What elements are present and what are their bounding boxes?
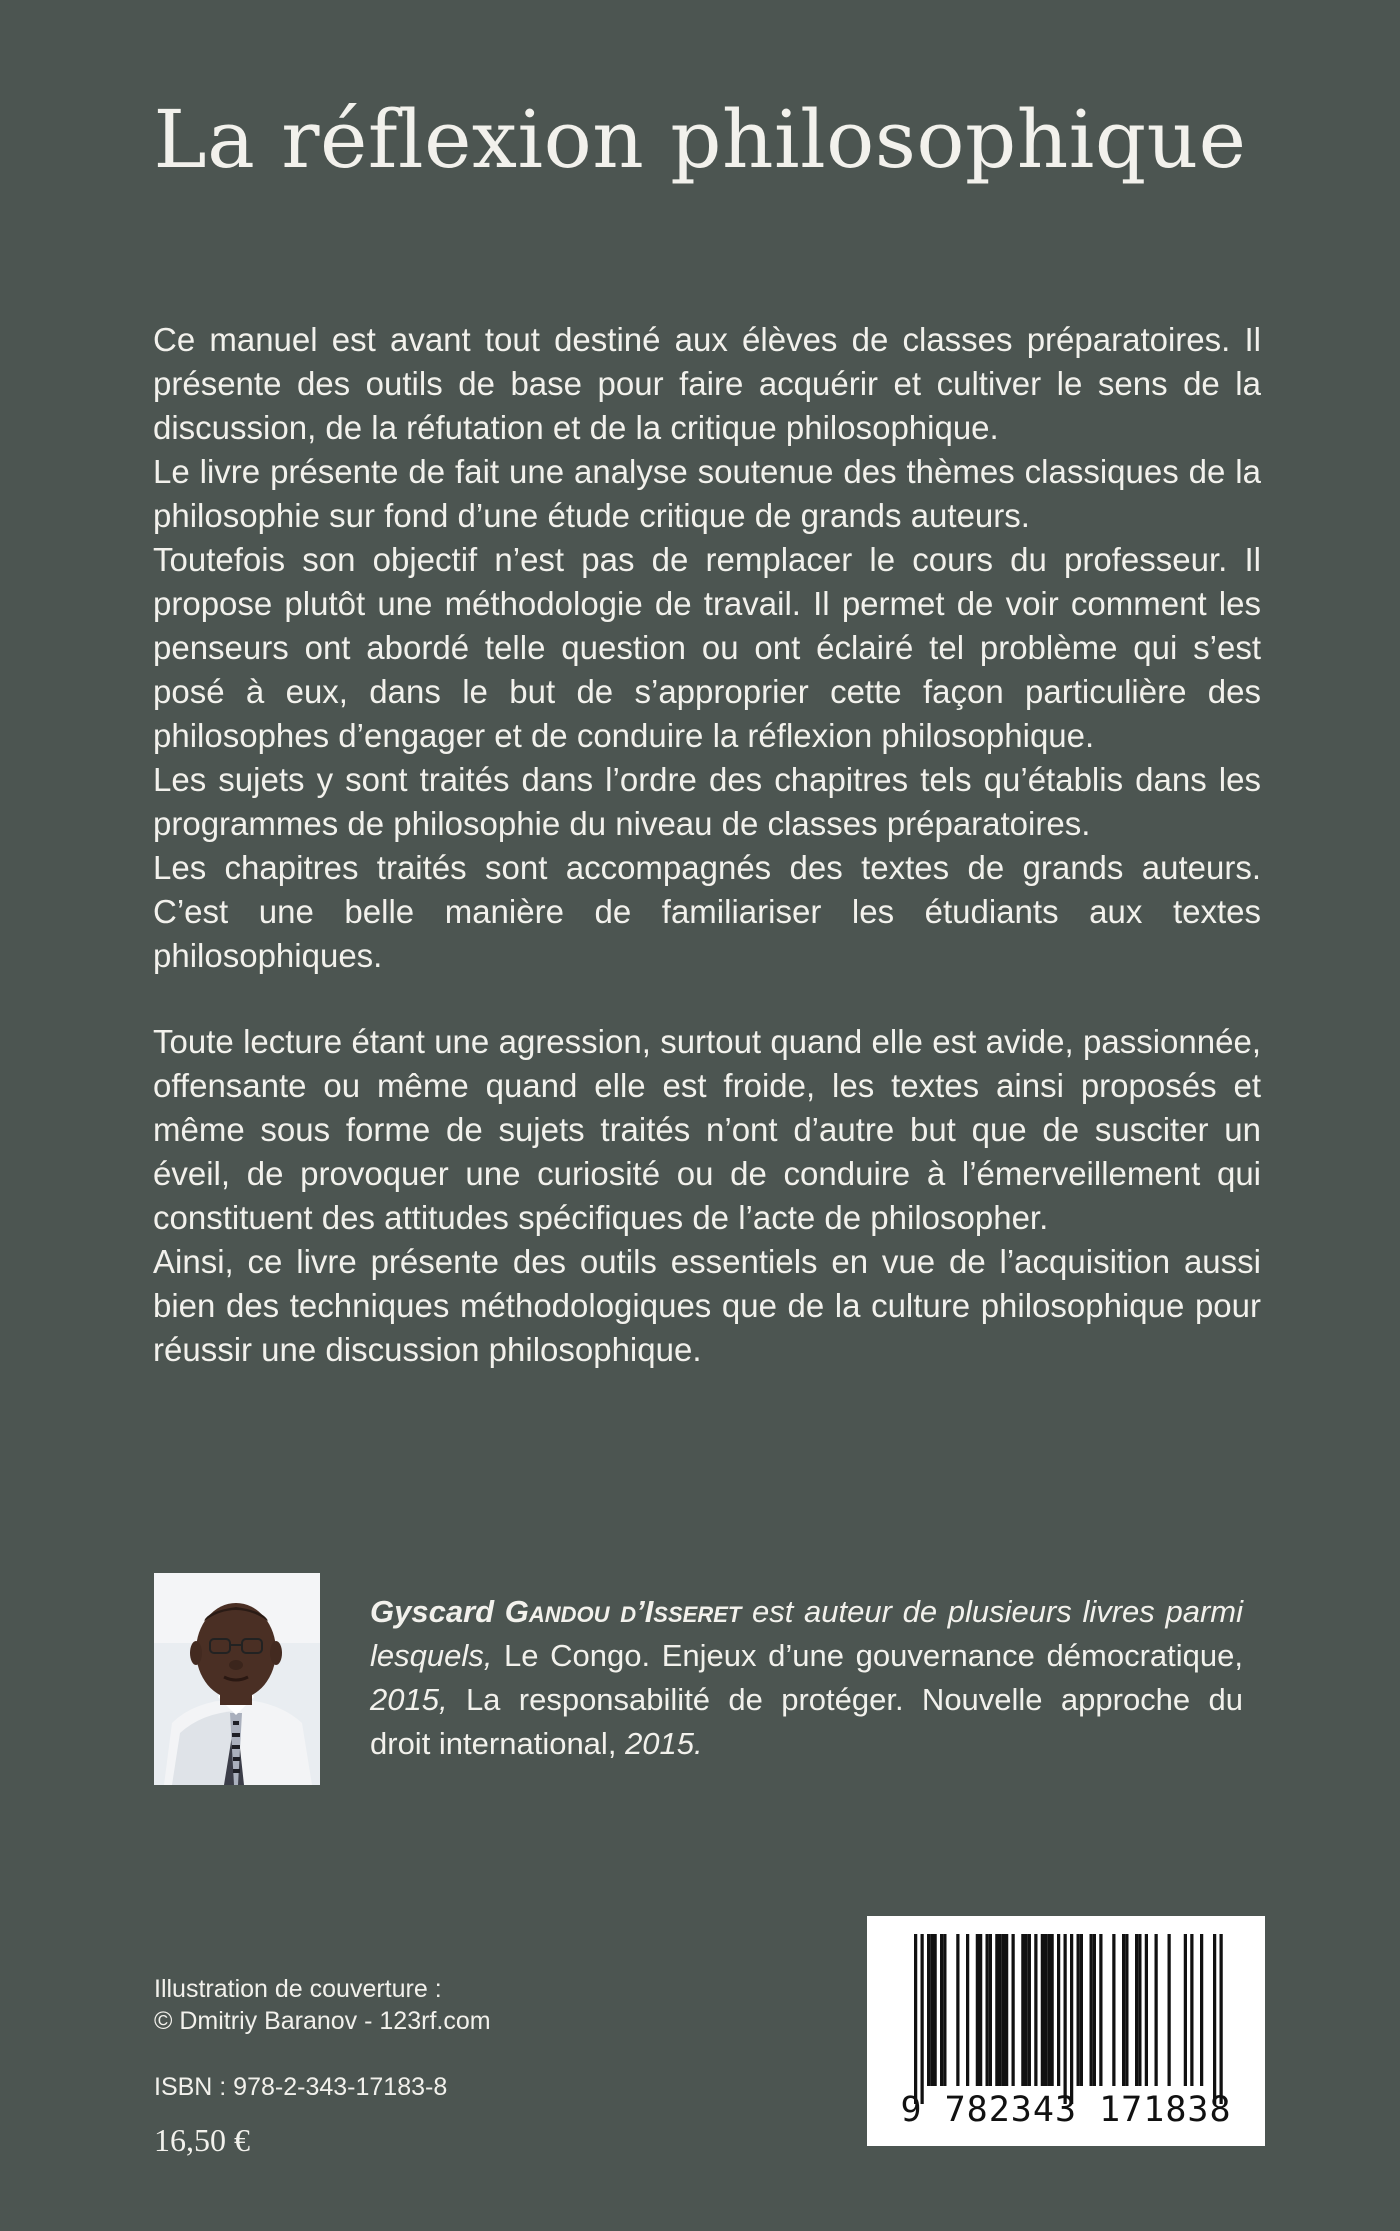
author-bio-intro: est auteur de plusieurs livres parmi lesquels,: [370, 1594, 1243, 1673]
barcode-bar: [930, 1934, 933, 2086]
barcode-bar: [943, 1934, 946, 2086]
barcode-bar: [1190, 1934, 1193, 2086]
isbn-text: ISBN : 978-2-343-17183-8: [154, 2073, 448, 2101]
price-text: 16,50 €: [154, 2122, 250, 2158]
summary-paragraph: Le livre présente de fait une analyse soutenue des thèmes classiques de la philosophie sur fond d’une étude critique de grands auteurs.: [153, 453, 1261, 534]
illustration-credit: © Dmitriy Baranov - 123rf.com: [154, 2007, 491, 2035]
barcode-bar: [1070, 1934, 1073, 2104]
barcode-bar: [1021, 1934, 1024, 2086]
barcode-number: 9 782343 171838: [900, 2090, 1232, 2130]
summary-paragraph: Toute lecture étant une agression, surtout quand elle est avide, passionnée, offensante ou même quand elle est froide, les textes ainsi proposés et même sous forme de sujets traités n’ont d’autre but que de susciter un éveil, de provoquer une curiosité ou de conduire à l’émerveillement qui constituent des attitudes spécifiques de l’acte de philosopher.: [153, 1023, 1261, 1236]
barcode-bar: [921, 1934, 924, 2104]
barcode-bar: [966, 1934, 969, 2086]
barcode-bar: [1034, 1934, 1037, 2086]
barcode-bar: [989, 1934, 992, 2086]
illustration-credits: [154, 1973, 491, 2037]
barcode-bar: [1093, 1934, 1096, 2086]
author-book-year-2: 2015.: [625, 1726, 703, 1761]
barcode-bar: [1005, 1934, 1008, 2086]
barcode-bar: [1028, 1934, 1031, 2086]
barcode-bar: [1047, 1934, 1050, 2086]
barcode-bar: [1057, 1934, 1060, 2086]
barcode-bar: [1002, 1934, 1005, 2086]
barcode-bar: [1168, 1934, 1171, 2086]
book-title: La réflexion philosophique: [153, 93, 1247, 186]
barcode-bar: [1090, 1934, 1093, 2086]
barcode-bar: [1025, 1934, 1028, 2086]
barcode-bar: [1145, 1934, 1148, 2086]
summary-paragraph: Les chapitres traités sont accompagnés des textes de grands auteurs. C’est une belle manière de familiariser les étudiants aux textes philosophiques.: [153, 849, 1261, 974]
barcode-bar: [956, 1934, 959, 2086]
author-last-name: Gandou d’Isseret: [504, 1594, 742, 1629]
author-photo: [154, 1573, 320, 1785]
author-book-title-2: La responsabilité de protéger. Nouvelle approche du droit international,: [370, 1682, 1243, 1761]
barcode-bar: [1044, 1934, 1047, 2086]
barcode-bar: [979, 1934, 982, 2086]
summary-paragraph: Ainsi, ce livre présente des outils essentiels en vue de l’acquisition aussi bien des techniques méthodologiques que de la culture philosophique pour réussir une discussion philosophique.: [153, 1243, 1261, 1368]
barcode-bar: [1012, 1934, 1015, 2086]
summary-paragraph: Les sujets y sont traités dans l’ordre des chapitres tels qu’établis dans les programmes de philosophie du niveau de classes préparatoires.: [153, 761, 1261, 842]
barcode-bar: [927, 1934, 930, 2086]
barcode: [867, 1916, 1265, 2146]
barcode-bar: [1135, 1934, 1138, 2086]
barcode-bar: [1080, 1934, 1083, 2086]
author-portrait-illustration: [154, 1573, 320, 1785]
barcode-bar: [934, 1934, 937, 2086]
barcode-bar: [1213, 1934, 1216, 2104]
barcode-bar: [1051, 1934, 1054, 2086]
barcode-bar: [940, 1934, 943, 2086]
summary-paragraph: Toutefois son objectif n’est pas de remplacer le cours du professeur. Il propose plutôt une méthodologie de travail. Il permet de voir comment les penseurs ont abordé telle question ou ont éclairé tel problème qui s’est posé à eux, dans le but de s’approprier cette façon particulière des philosophes d’engager et de conduire la réflexion philosophique.: [153, 541, 1261, 754]
barcode-bar: [976, 1934, 979, 2086]
barcode-bar: [1077, 1934, 1080, 2086]
summary-paragraph: Ce manuel est avant tout destiné aux élèves de classes préparatoires. Il présente des outils de base pour faire acquérir et cultiver le sens de la discussion, de la réfutation et de la critique philosophique.: [153, 321, 1261, 446]
author-book-year-1: 2015,: [370, 1682, 448, 1717]
barcode-bar: [1184, 1934, 1187, 2086]
author-book-title-1: Le Congo. Enjeux d’une gouvernance démocratique,: [504, 1638, 1243, 1673]
barcode-bar: [1122, 1934, 1125, 2086]
barcode-bar: [1200, 1934, 1203, 2086]
barcode-bar: [914, 1934, 917, 2104]
barcode-bar: [1041, 1934, 1044, 2086]
barcode-bar: [995, 1934, 998, 2086]
barcode-bar: [1138, 1934, 1141, 2086]
barcode-bar: [1125, 1934, 1128, 2086]
barcode-bar: [1112, 1934, 1115, 2086]
paragraph-spacer: [153, 978, 1261, 1020]
barcode-bar: [1064, 1934, 1067, 2104]
barcode-bar: [1099, 1934, 1102, 2086]
barcode-bar: [999, 1934, 1002, 2086]
author-bio: [370, 1590, 1243, 1766]
barcode-bar: [1155, 1934, 1158, 2086]
illustration-label: Illustration de couverture :: [154, 1975, 442, 2003]
book-summary: [153, 318, 1261, 1372]
barcode-bar: [1220, 1934, 1223, 2104]
author-first-name: Gyscard: [370, 1594, 495, 1629]
barcode-bar: [986, 1934, 989, 2086]
